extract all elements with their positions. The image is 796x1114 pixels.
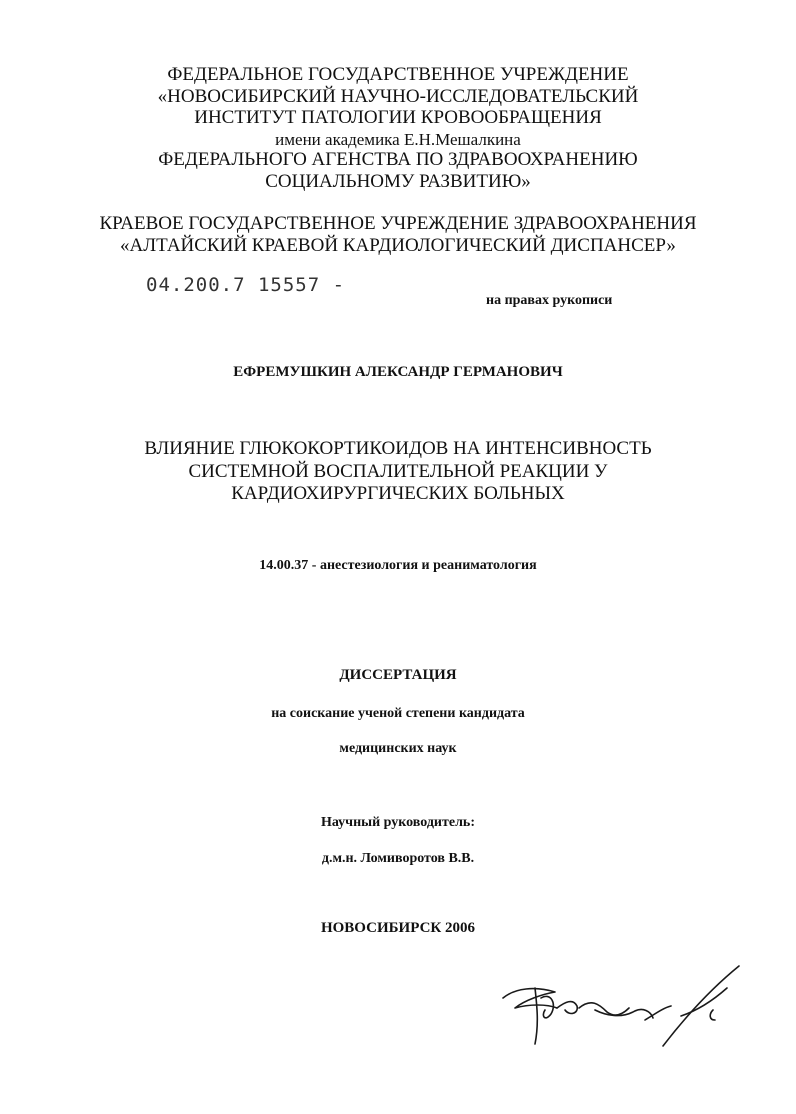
degree-line: на соискание ученой степени кандидата (271, 706, 525, 721)
institution-line: ФЕДЕРАЛЬНОЕ ГОСУДАРСТВЕННОЕ УЧРЕЖДЕНИЕ (167, 64, 629, 85)
institution-line: «НОВОСИБИРСКИЙ НАУЧНО-ИССЛЕДОВАТЕЛЬСКИЙ (157, 86, 639, 107)
author-name: ЕФРЕМУШКИН АЛЕКСАНДР ГЕРМАНОВИЧ (233, 364, 563, 380)
degree-line: медицинских наук (339, 741, 457, 756)
institution-line: ФЕДЕРАЛЬНОГО АГЕНСТВА ПО ЗДРАВООХРАНЕНИЮ (158, 149, 638, 170)
dissertation-label: ДИССЕРТАЦИЯ (339, 667, 457, 683)
title-line: СИСТЕМНОЙ ВОСПАЛИТЕЛЬНОЙ РЕАКЦИИ У (188, 461, 608, 482)
institution-line: ИНСТИТУТ ПАТОЛОГИИ КРОВООБРАЩЕНИЯ (194, 107, 602, 128)
registration-stamp-number: 04.200.7 15557 - (146, 274, 346, 296)
institution-line: КРАЕВОЕ ГОСУДАРСТВЕННОЕ УЧРЕЖДЕНИЕ ЗДРАВООХРАНЕНИЯ (99, 213, 697, 234)
supervisor-label: Научный руководитель: (321, 815, 475, 830)
institution-line: «АЛТАЙСКИЙ КРАЕВОЙ КАРДИОЛОГИЧЕСКИЙ ДИСПАНСЕР» (120, 235, 676, 256)
city-year: НОВОСИБИРСК 2006 (320, 920, 476, 936)
specialty-code: 14.00.37 - анестезиология и реаниматология (259, 558, 537, 573)
title-line: КАРДИОХИРУРГИЧЕСКИХ БОЛЬНЫХ (231, 483, 565, 504)
institution-line: имени академика Е.Н.Мешалкина (275, 130, 521, 149)
handwritten-signature (495, 958, 755, 1054)
institution-line: СОЦИАЛЬНОМУ РАЗВИТИЮ» (265, 171, 531, 192)
title-line: ВЛИЯНИЕ ГЛЮКОКОРТИКОИДОВ НА ИНТЕНСИВНОСТЬ (144, 438, 652, 459)
manuscript-note: на правах рукописи (486, 293, 613, 308)
supervisor-name: д.м.н. Ломиворотов В.В. (321, 851, 475, 866)
